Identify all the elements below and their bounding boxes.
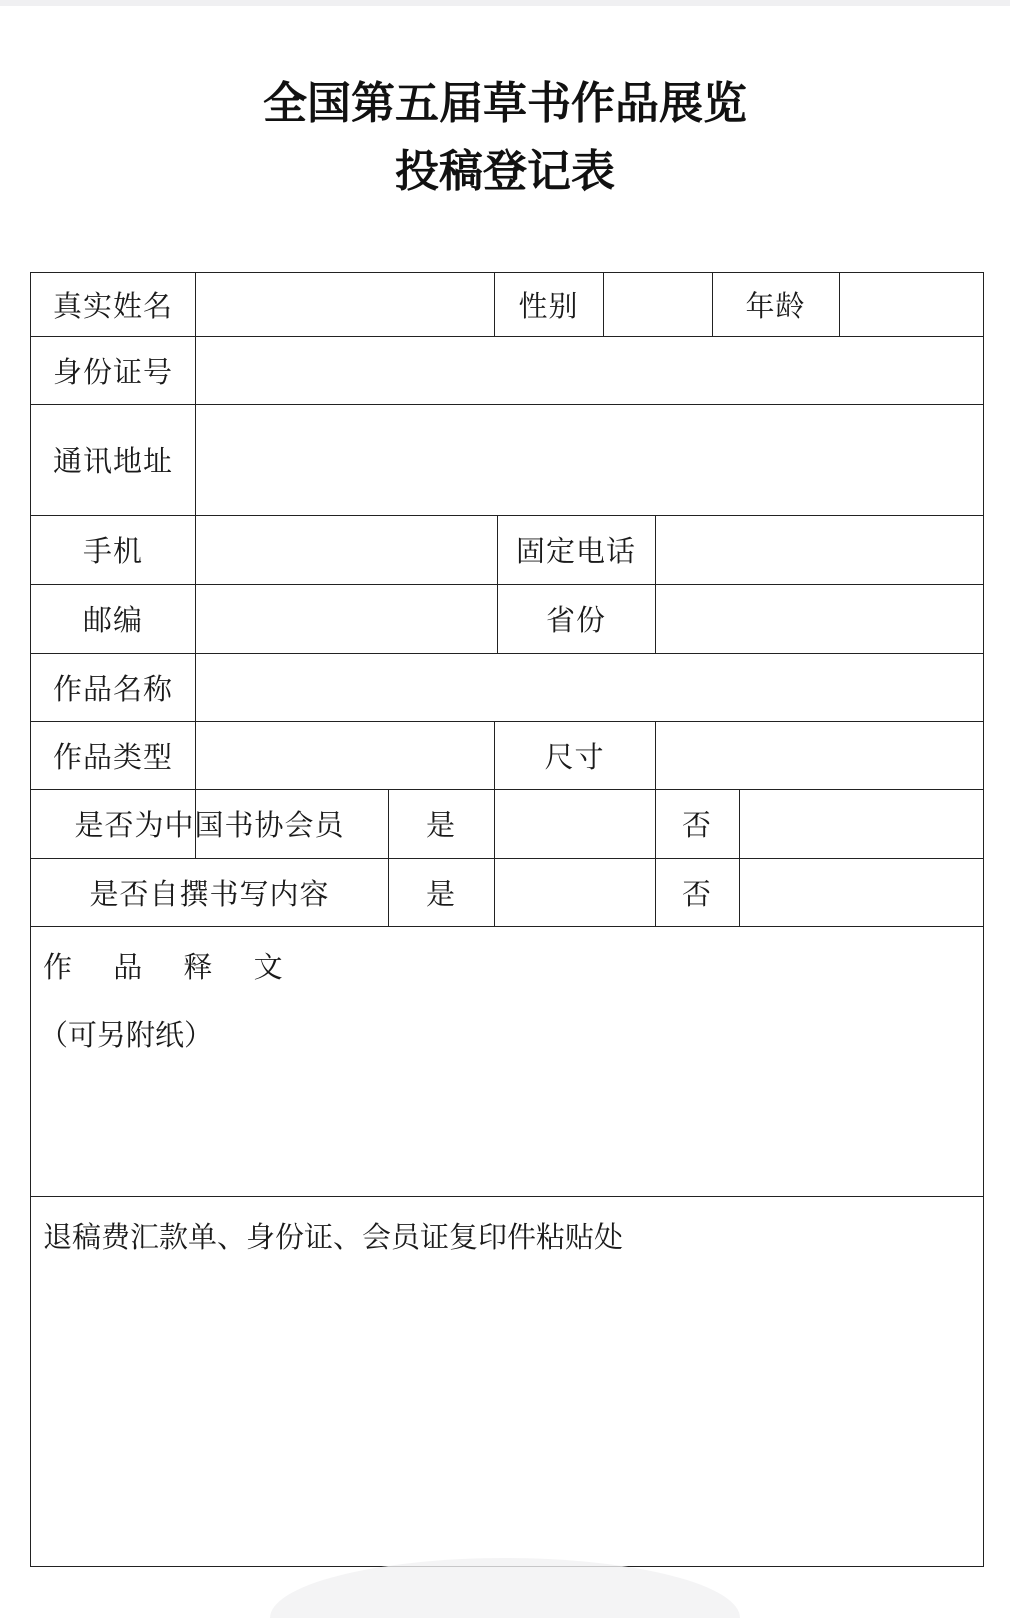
top-strip — [0, 0, 1010, 6]
work-type-label: 作品类型 — [52, 739, 173, 774]
postcode-label: 邮编 — [82, 603, 143, 637]
bottom-overlay — [270, 1558, 740, 1618]
real-name-label: 真实姓名 — [52, 289, 173, 323]
work-title-label: 作品名称 — [52, 671, 173, 706]
age-field[interactable] — [840, 273, 982, 336]
self-composed-no-checkbox[interactable] — [740, 858, 982, 926]
page-title — [0, 70, 1010, 206]
self-composed-question-label: 是否自撰书写内容 — [89, 876, 330, 911]
gender-label: 性别 — [518, 289, 579, 323]
attachment-label: 退稿费汇款单、身份证、会员证复印件粘贴处 — [43, 1220, 624, 1254]
member-yes-label: 是 — [425, 808, 456, 842]
size-field[interactable] — [656, 721, 982, 789]
member-no-checkbox[interactable] — [740, 789, 982, 858]
member-yes-checkbox[interactable] — [495, 789, 655, 858]
age-label: 年龄 — [745, 289, 806, 323]
transcription-note: （可另附纸） — [39, 1018, 214, 1052]
registration-form — [30, 272, 984, 1567]
work-type-field[interactable] — [196, 721, 494, 789]
title-line-2: 投稿登记表 — [395, 146, 615, 197]
landline-field[interactable] — [656, 515, 982, 584]
row-divider — [31, 1196, 983, 1197]
address-label: 通讯地址 — [52, 444, 173, 478]
address-field[interactable] — [196, 404, 982, 515]
id-number-field[interactable] — [196, 336, 982, 404]
member-no-label: 否 — [681, 808, 712, 842]
mobile-label: 手机 — [82, 534, 143, 568]
work-title-field[interactable] — [196, 653, 982, 721]
id-number-label: 身份证号 — [52, 354, 173, 389]
province-label: 省份 — [545, 603, 606, 637]
province-field[interactable] — [656, 584, 982, 653]
title-line-1: 全国第五届草书作品展览 — [263, 78, 747, 129]
row-divider — [31, 926, 983, 927]
self-composed-yes-label: 是 — [425, 876, 456, 911]
transcription-label: 作 品 释 文 — [43, 950, 299, 984]
gender-field[interactable] — [604, 273, 712, 336]
member-question-label: 是否为中国书协会员 — [74, 808, 345, 842]
landline-label: 固定电话 — [515, 534, 636, 568]
postcode-field[interactable] — [196, 584, 497, 653]
mobile-field[interactable] — [196, 515, 497, 584]
attachment-paste-area[interactable] — [31, 1263, 982, 1563]
real-name-field[interactable] — [196, 273, 494, 336]
size-label: 尺寸 — [544, 739, 605, 774]
transcription-field[interactable] — [31, 1063, 982, 1196]
self-composed-no-label: 否 — [681, 876, 712, 911]
self-composed-yes-checkbox[interactable] — [495, 858, 655, 926]
